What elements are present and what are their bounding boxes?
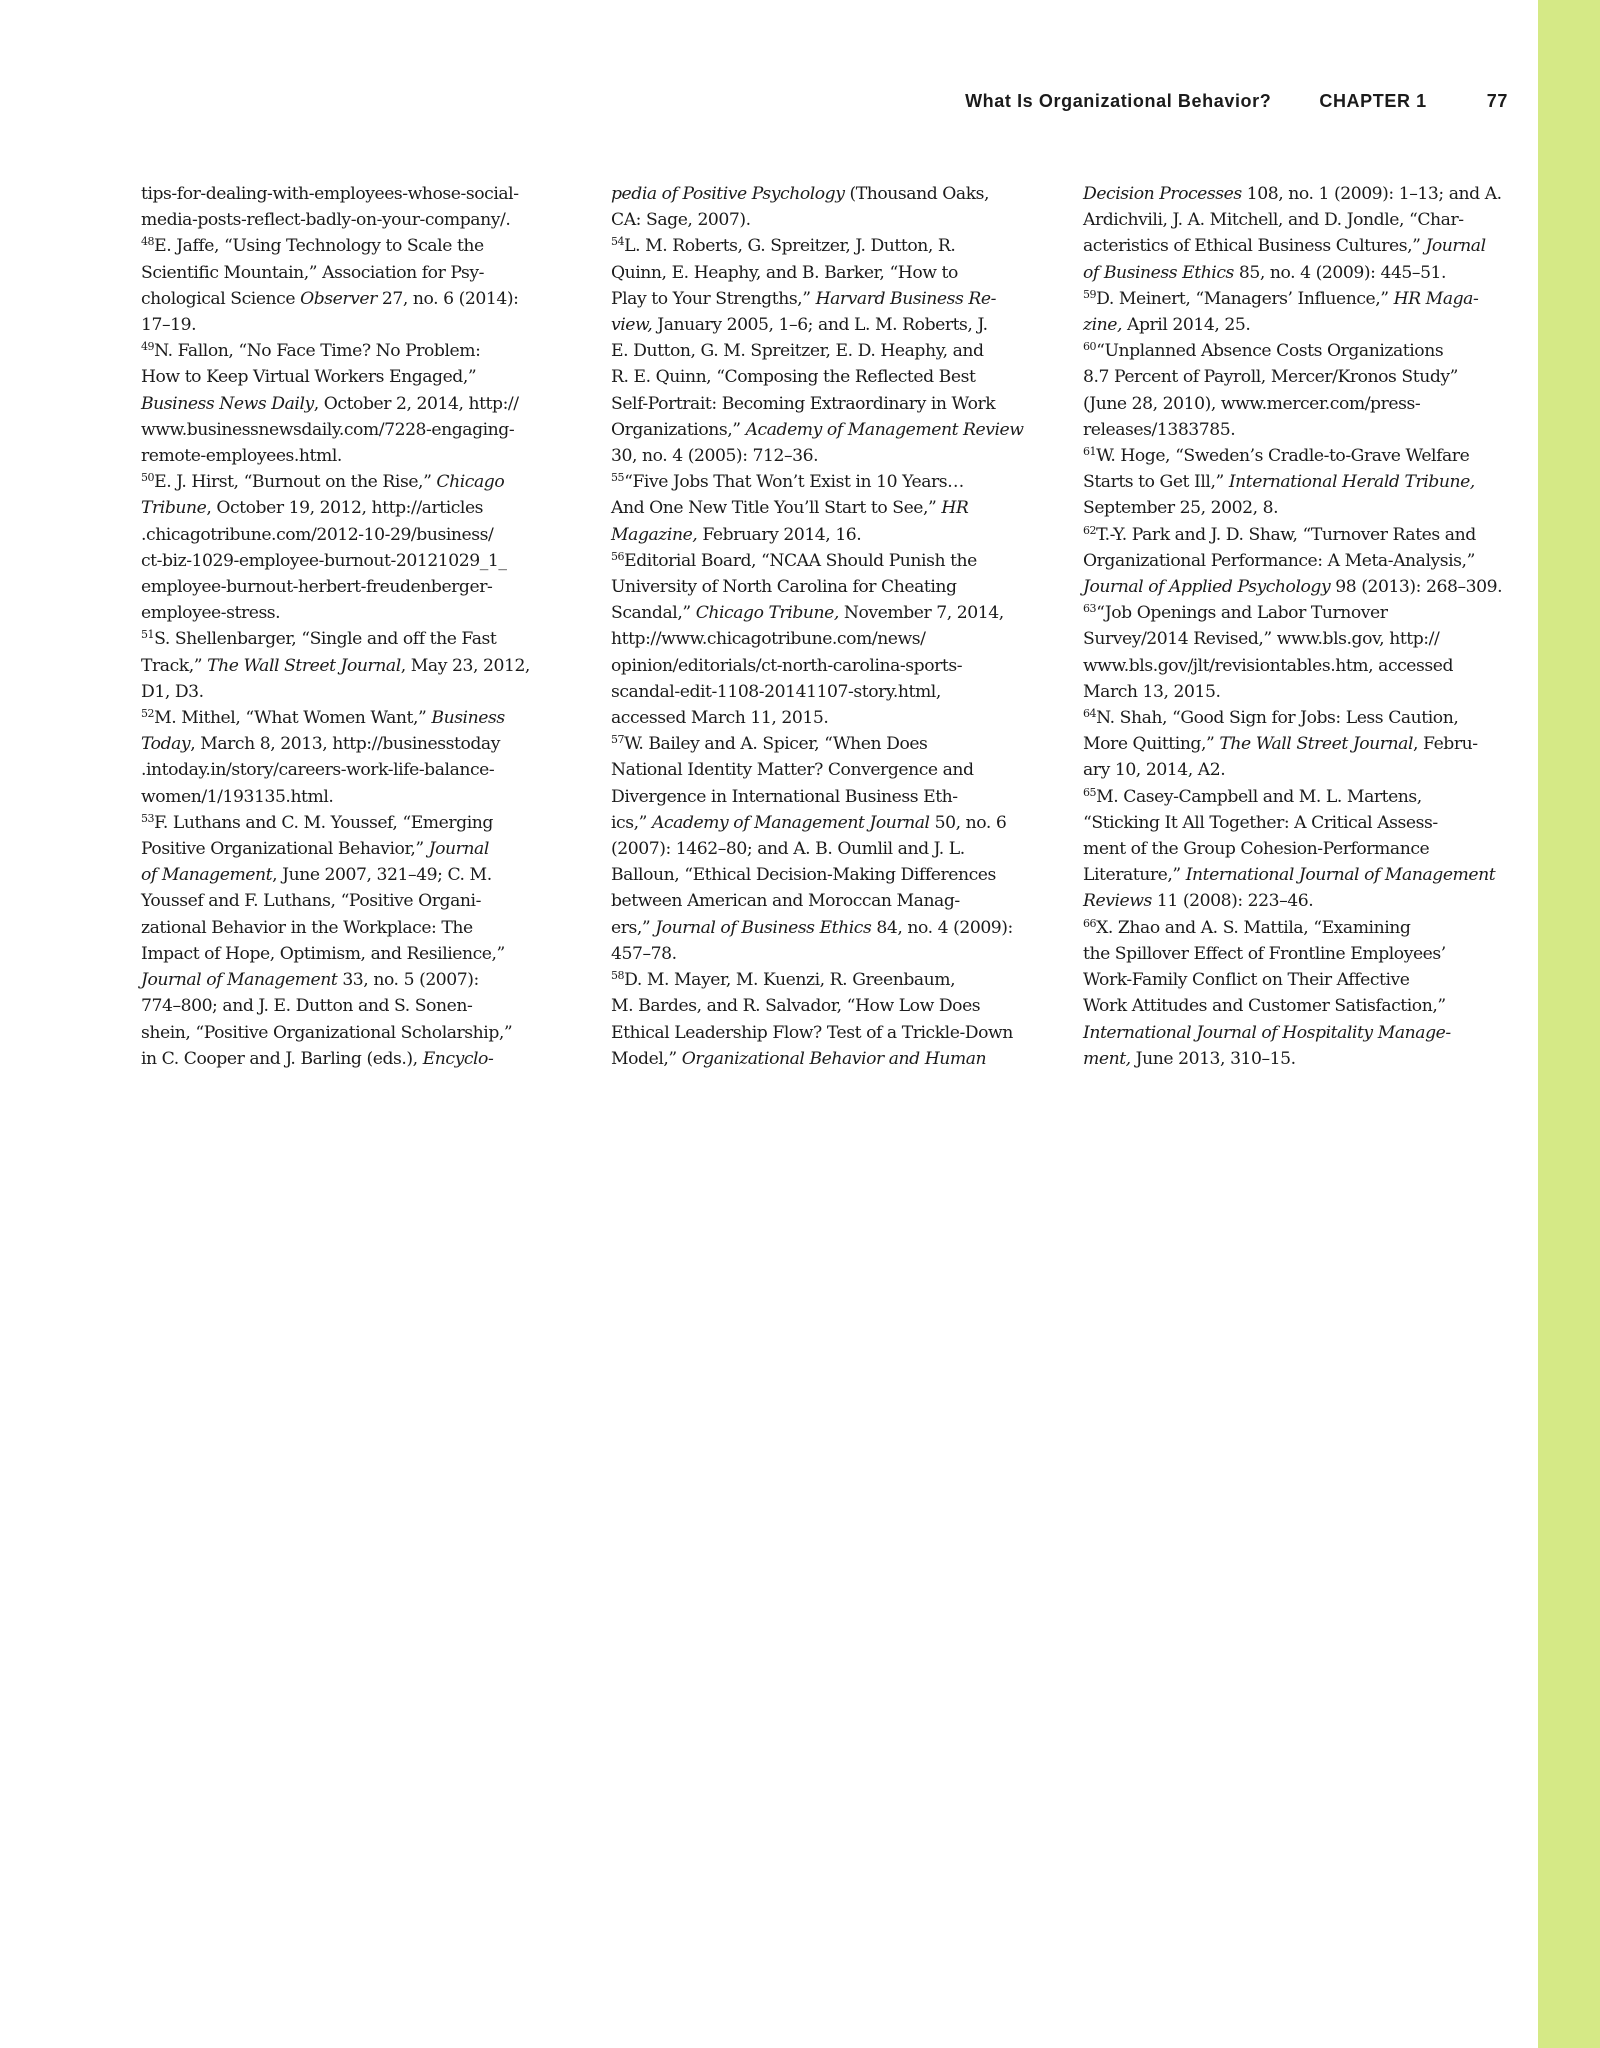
note-text-after: , March 8, 2013, http://businesstoday [190,734,500,755]
note-number: 58 [611,969,625,983]
note-text-after: , October 19, 2012, http://articles [206,498,484,519]
note-number: 62 [1083,523,1097,537]
note-text: in C. Cooper and J. Barling (eds.), [141,1048,423,1069]
note-text-after: November 7, 2014, [838,603,1004,624]
endnote-line [611,286,1041,312]
note-text: “Job Openings and Labor Turnover [1096,603,1388,624]
endnote-line [141,836,567,862]
endnote-line [1083,679,1513,705]
note-text: Positive Organizational Behavior,” [141,839,429,860]
note-text: 774–800; and J. E. Dutton and S. Sonen- [141,996,473,1017]
endnote-line [1083,600,1513,626]
endnote-line [1083,757,1513,783]
note-text: “Unplanned Absence Costs Organizations [1096,341,1444,362]
note-text: E. Jaffe, “Using Technology to Scale the [154,236,484,257]
note-italic: Decision Processes [1083,184,1242,204]
note-text: Scandal,” [611,603,696,624]
note-italic: HR [941,498,969,519]
endnote-line [1083,233,1513,259]
note-text: www.bls.gov/jlt/revisiontables.htm, accessed [1083,655,1454,676]
endnote-line [141,653,567,679]
endnotes-column-1 [141,181,567,1072]
note-number: 49 [141,340,155,354]
note-text: M. Casey-Campbell and M. L. Martens, [1096,786,1422,807]
note-text: L. M. Roberts, G. Spreitzer, J. Dutton, R. [624,236,956,257]
endnote-line [1083,1020,1513,1046]
endnote-line [611,600,1041,626]
note-text: Play to Your Strengths,” [611,288,816,309]
note-text-after: 27, no. 6 (2014): [376,288,519,309]
note-italic: ment, [1083,1048,1131,1069]
note-text-after: January 2005, 1–6; and L. M. Roberts, J. [652,315,988,336]
endnote-line [1083,915,1513,941]
endnote-line [611,233,1041,259]
note-text-after: 50, no. 6 [929,812,1007,833]
chapter-color-band [1538,0,1600,2048]
endnote-line [1083,443,1513,469]
note-text: Youssef and F. Luthans, “Positive Organi- [141,891,481,912]
note-text: And One New Title You’ll Start to See,” [611,498,942,519]
endnote-line [611,207,1041,233]
note-number: 64 [1083,707,1097,721]
note-text: T.-Y. Park and J. D. Shaw, “Turnover Rates and [1096,524,1476,545]
endnote-line [141,862,567,888]
endnote-line [1083,286,1513,312]
endnote-line [141,993,567,1019]
note-text-after: (Thousand Oaks, [844,184,990,204]
note-text: Divergence in International Business Eth- [611,786,958,807]
note-text: between American and Moroccan Manag- [611,891,960,912]
endnote-line [141,548,567,574]
endnote-line [611,1046,1041,1072]
note-text: Self-Portrait: Becoming Extraordinary in Work [611,393,996,414]
endnote-line [141,312,567,338]
note-italic: International Journal of Hospitality Manage- [1083,1022,1451,1043]
endnote-line [611,915,1041,941]
note-text-after: 11 (2008): 223–46. [1151,891,1314,912]
note-italic: International Journal of Management [1185,865,1496,886]
note-text: September 25, 2002, 8. [1083,498,1279,519]
note-italic: pedia of Positive Psychology [611,184,845,204]
note-text: More Quitting,” [1083,734,1220,755]
note-text: accessed March 11, 2015. [611,708,829,729]
endnote-line [141,705,567,731]
note-text: Balloun, “Ethical Decision-Making Differences [611,865,996,886]
endnote-line [611,757,1041,783]
note-text-after: June 2013, 310–15. [1130,1048,1296,1069]
note-text: tips-for-dealing-with-employees-whose-social- [141,184,519,204]
note-italic: Academy of Management Journal [651,812,930,833]
endnote-line [611,888,1041,914]
note-text: “Sticking It All Together: A Critical Assess- [1083,812,1438,833]
note-text: 8.7 Percent of Payroll, Mercer/Kronos Study” [1083,367,1458,388]
endnote-line [611,469,1041,495]
endnote-line [141,443,567,469]
note-italic: Journal of Applied Psychology [1083,577,1331,598]
note-italic: Observer [300,288,377,309]
note-text: scandal-edit-1108-20141107-story.html, [611,681,941,702]
note-text: How to Keep Virtual Workers Engaged,” [141,367,477,388]
note-text: “Five Jobs That Won’t Exist in 10 Years… [624,472,964,493]
note-italic: Reviews [1083,891,1152,912]
note-text: Literature,” [1083,865,1186,886]
endnote-line [611,574,1041,600]
endnote-line [1083,522,1513,548]
note-text: N. Shah, “Good Sign for Jobs: Less Caution, [1096,708,1459,729]
note-text-after: 98 (2013): 268–309. [1330,577,1503,598]
endnote-line [1083,391,1513,417]
endnote-line [611,1020,1041,1046]
note-italic: Today [141,734,191,755]
note-text-after: , May 23, 2012, [400,655,530,676]
endnote-line [141,207,567,233]
endnote-line [141,495,567,521]
note-italic: Journal of Business Ethics [655,917,872,938]
note-italic: Encyclo- [422,1048,494,1069]
note-number: 65 [1083,785,1097,799]
note-italic: Chicago Tribune, [695,603,839,624]
note-italic: Business News Daily [141,393,314,414]
note-number: 52 [141,707,155,721]
endnote-line [141,469,567,495]
endnote-line [1083,784,1513,810]
endnote-line [611,338,1041,364]
note-text: Work Attitudes and Customer Satisfaction,” [1083,996,1446,1017]
endnote-line [141,286,567,312]
note-italic: Tribune [141,498,207,519]
note-text-after: 33, no. 5 (2007): [337,970,479,991]
note-text: D. M. Mayer, M. Kuenzi, R. Greenbaum, [624,970,956,991]
endnote-line [1083,495,1513,521]
note-text: 30, no. 4 (2005): 712–36. [611,446,819,467]
endnote-line [141,1046,567,1072]
note-text: Quinn, E. Heaphy, and B. Barker, “How to [611,262,958,283]
note-text: ics,” [611,812,652,833]
endnote-line [611,391,1041,417]
note-text: (June 28, 2010), www.mercer.com/press- [1083,393,1421,414]
note-italic: International Herald Tribune, [1228,472,1475,493]
note-number: 61 [1083,445,1097,459]
endnotes-column-3 [1083,181,1513,1072]
note-text: the Spillover Effect of Frontline Employees’ [1083,943,1446,964]
note-number: 51 [141,628,155,642]
note-text: opinion/editorials/ct-north-carolina-sports- [611,655,963,676]
note-text: ment of the Group Cohesion-Performance [1083,839,1430,860]
note-text-after: , Febru- [1413,734,1478,755]
note-text: employee-burnout-herbert-freudenberger- [141,577,493,598]
note-number: 53 [141,811,155,825]
endnote-line [611,495,1041,521]
endnote-line [611,679,1041,705]
note-text: N. Fallon, “No Face Time? No Problem: [154,341,481,362]
note-text-after: February 2014, 16. [697,524,862,545]
note-text: Scientific Mountain,” Association for Psy- [141,262,484,283]
note-text: S. Shellenbarger, “Single and off the Fast [154,629,497,650]
endnote-line [611,784,1041,810]
note-italic: Business [431,708,505,729]
note-italic: The Wall Street Journal [1219,734,1414,755]
endnote-line [1083,731,1513,757]
endnote-line [1083,207,1513,233]
endnote-line [1083,888,1513,914]
endnote-line [141,810,567,836]
endnote-line [611,836,1041,862]
header-chapter: CHAPTER 1 [1319,91,1427,111]
note-text-after: April 2014, 25. [1122,315,1251,336]
endnote-line [1083,967,1513,993]
endnote-line [141,522,567,548]
endnote-line [1083,548,1513,574]
endnote-line [1083,836,1513,862]
note-italic: Journal [1425,236,1486,257]
note-text: (2007): 1462–80; and A. B. Oumlil and J. L. [611,839,965,860]
header-title: What Is Organizational Behavior? [965,91,1272,111]
note-number: 66 [1083,916,1097,930]
note-text: Model,” [611,1048,682,1069]
endnote-line [141,338,567,364]
endnote-line [1083,810,1513,836]
note-text: www.businessnewsdaily.com/7228-engaging- [141,419,515,440]
note-text: M. Mithel, “What Women Want,” [154,708,432,729]
endnote-line [141,417,567,443]
endnote-line [611,862,1041,888]
endnote-line [1083,312,1513,338]
note-text: M. Bardes, and R. Salvador, “How Low Does [611,996,981,1017]
note-text: zational Behavior in the Workplace: The [141,917,473,938]
note-text: Impact of Hope, Optimism, and Resilience,” [141,943,505,964]
running-header [965,91,1508,115]
note-number: 56 [611,549,625,563]
endnote-line [611,443,1041,469]
note-text: X. Zhao and A. S. Mattila, “Examining [1096,917,1411,938]
note-text: E. J. Hirst, “Burnout on the Rise,” [154,472,437,493]
note-text-after: , October 2, 2014, http:// [313,393,519,414]
note-number: 50 [141,471,155,485]
note-number: 48 [141,235,155,249]
note-text: National Identity Matter? Convergence and [611,760,974,781]
endnote-line [611,312,1041,338]
endnotes-column-2 [611,181,1041,1072]
note-text: Organizations,” [611,419,746,440]
endnote-line [141,574,567,600]
endnote-line [611,810,1041,836]
note-italic: Harvard Business Re- [815,288,996,309]
note-italic: zine, [1083,315,1123,336]
endnote-line [141,181,567,207]
note-text: chological Science [141,288,301,309]
note-text: releases/1383785. [1083,419,1236,440]
note-text: D. Meinert, “Managers’ Influence,” [1096,288,1394,309]
note-number: 57 [611,733,625,747]
endnote-line [141,626,567,652]
endnote-line [141,784,567,810]
endnote-line [1083,469,1513,495]
note-italic: HR Maga- [1393,288,1479,309]
note-number: 55 [611,471,625,485]
note-text-after: 84, no. 4 (2009): [871,917,1013,938]
endnote-line [141,915,567,941]
note-text-after: , June 2007, 321–49; C. M. [272,865,492,886]
endnote-line [611,548,1041,574]
note-text: W. Bailey and A. Spicer, “When Does [624,734,928,755]
note-number: 54 [611,235,625,249]
note-italic: Organizational Behavior and Human [681,1048,987,1069]
note-text: CA: Sage, 2007). [611,210,751,231]
note-text: shein, “Positive Organizational Scholarship,” [141,1022,513,1043]
note-text: media-posts-reflect-badly-on-your-company/. [141,210,511,231]
endnote-line [611,993,1041,1019]
endnote-line [141,757,567,783]
endnote-line [611,260,1041,286]
note-italic: Chicago [436,472,505,493]
endnote-line [141,731,567,757]
endnote-line [611,417,1041,443]
note-text: women/1/193135.html. [141,786,334,807]
endnote-line [611,626,1041,652]
note-text: ct-biz-1029-employee-burnout-20121029_1_ [141,550,507,571]
note-italic: view, [611,315,653,336]
endnote-line [1083,364,1513,390]
endnote-line [1083,338,1513,364]
endnote-line [1083,862,1513,888]
note-italic: The Wall Street Journal [207,655,401,676]
note-text: Work-Family Conflict on Their Affective [1083,970,1410,991]
endnote-line [1083,705,1513,731]
note-text: http://www.chicagotribune.com/news/ [611,629,926,650]
note-text: Ardichvili, J. A. Mitchell, and D. Jondle, “Char- [1083,210,1464,231]
note-italic: Magazine, [611,524,698,545]
note-text: Editorial Board, “NCAA Should Punish the [624,550,977,571]
endnote-line [141,600,567,626]
note-text: Organizational Performance: A Meta-Analysis,” [1083,550,1475,571]
note-text: F. Luthans and C. M. Youssef, “Emerging [154,812,493,833]
note-text: D1, D3. [141,681,204,702]
note-number: 59 [1083,287,1097,301]
endnote-line [1083,260,1513,286]
note-italic: Journal of Management [141,970,338,991]
endnote-line [141,967,567,993]
endnote-line [141,391,567,417]
note-italic: of Business Ethics [1083,262,1234,283]
endnote-line [141,679,567,705]
note-text: E. Dutton, G. M. Spreitzer, E. D. Heaphy, and [611,341,984,362]
note-text: .intoday.in/story/careers-work-life-balance- [141,760,495,781]
endnote-line [1083,1046,1513,1072]
endnote-line [141,233,567,259]
endnote-line [611,364,1041,390]
note-text: Track,” [141,655,208,676]
endnote-line [611,731,1041,757]
note-text: acteristics of Ethical Business Cultures,” [1083,236,1426,257]
note-text: University of North Carolina for Cheating [611,577,957,598]
endnote-line [1083,653,1513,679]
note-text: 457–78. [611,943,677,964]
note-text: ary 10, 2014, A2. [1083,760,1226,781]
note-italic: of Management [141,865,273,886]
note-number: 63 [1083,602,1097,616]
note-text: 17–19. [141,315,197,336]
note-text: Starts to Get Ill,” [1083,472,1229,493]
page-number: 77 [1486,91,1508,111]
note-text: employee-stress. [141,603,281,624]
endnote-line [141,364,567,390]
note-text: Survey/2014 Revised,” www.bls.gov, http:// [1083,629,1440,650]
endnote-line [611,941,1041,967]
note-text-after: 85, no. 4 (2009): 445–51. [1233,262,1447,283]
endnote-line [1083,993,1513,1019]
endnote-line [1083,626,1513,652]
endnote-line [141,888,567,914]
endnote-line [141,941,567,967]
note-text: March 13, 2015. [1083,681,1221,702]
endnote-line [1083,181,1513,207]
note-italic: Journal [428,839,489,860]
note-text: W. Hoge, “Sweden’s Cradle-to-Grave Welfare [1096,446,1470,467]
endnote-line [1083,941,1513,967]
endnote-line [141,260,567,286]
note-text: remote-employees.html. [141,446,342,467]
note-text: ers,” [611,917,656,938]
note-number: 60 [1083,340,1097,354]
note-italic: Academy of Management Review [745,419,1024,440]
endnote-line [611,705,1041,731]
endnote-line [611,181,1041,207]
endnote-line [141,1020,567,1046]
endnote-line [1083,574,1513,600]
endnote-line [1083,417,1513,443]
endnote-line [611,522,1041,548]
note-text: R. E. Quinn, “Composing the Reflected Best [611,367,976,388]
note-text: .chicagotribune.com/2012-10-29/business/ [141,524,494,545]
note-text-after: 108, no. 1 (2009): 1–13; and A. [1241,184,1502,204]
note-text: Ethical Leadership Flow? Test of a Trickle-Down [611,1022,1013,1043]
endnote-line [611,653,1041,679]
endnote-line [611,967,1041,993]
